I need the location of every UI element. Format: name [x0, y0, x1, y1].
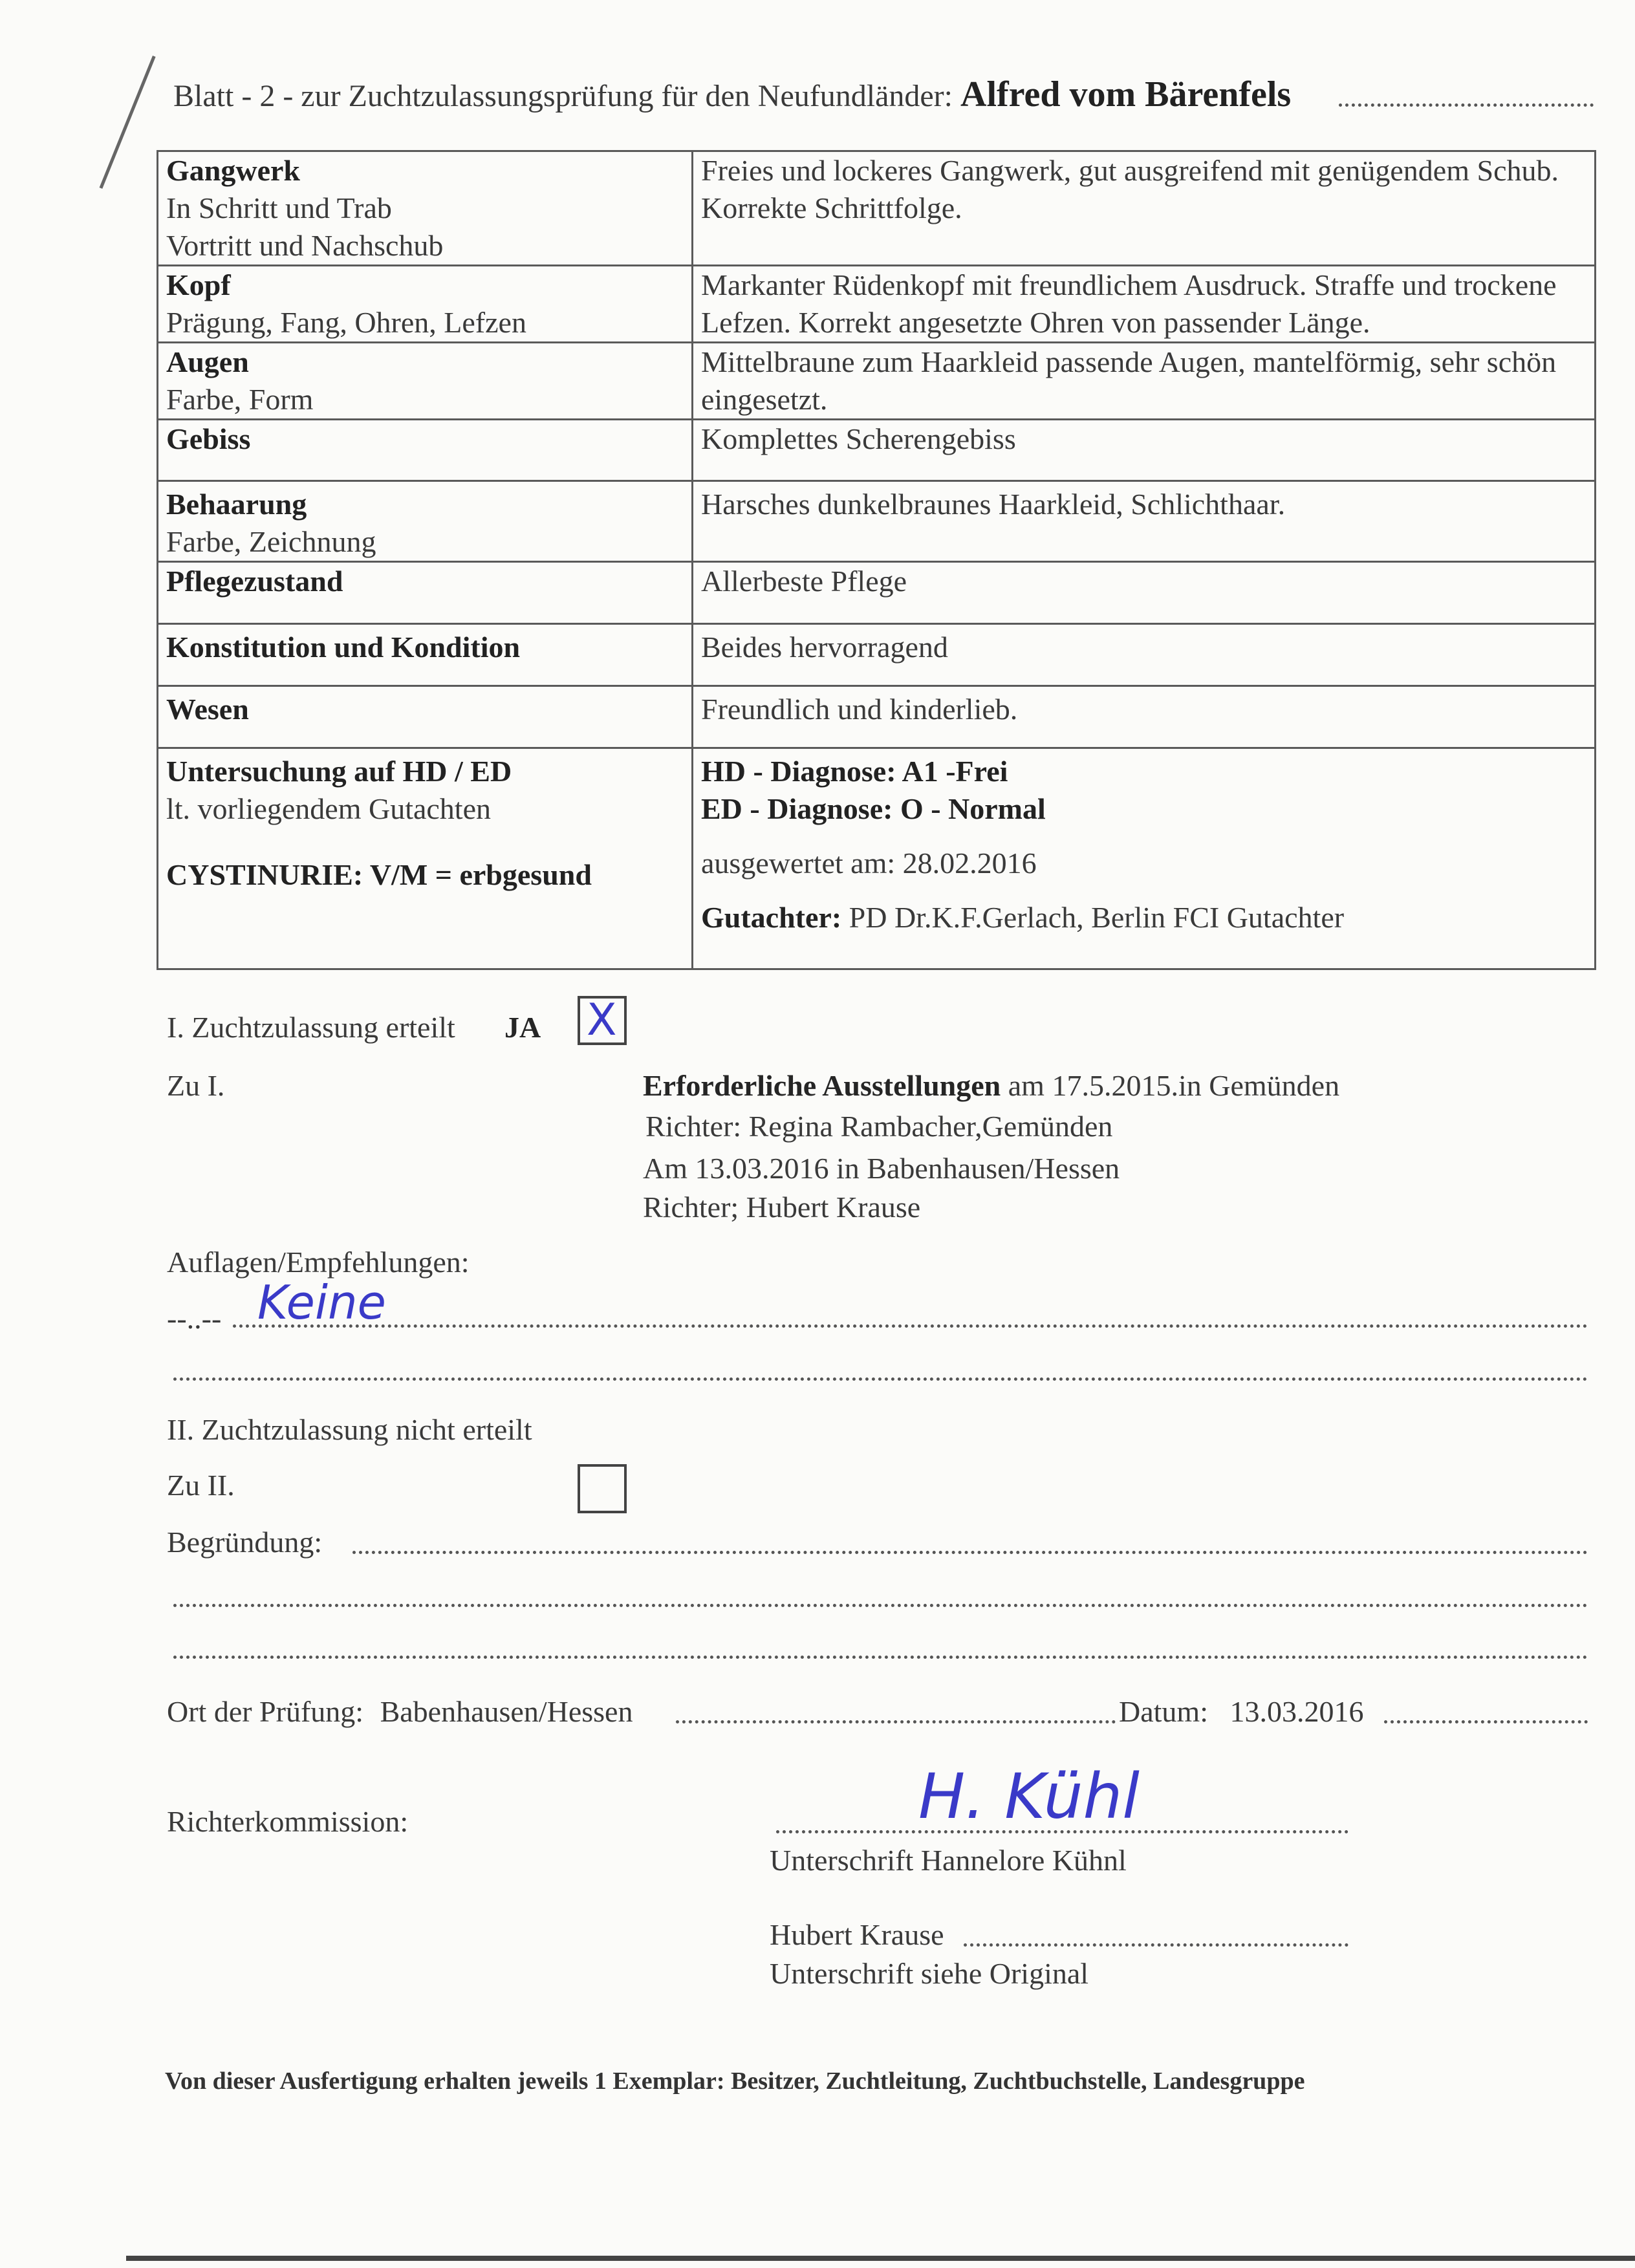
reason-label: Begründung:	[167, 1526, 323, 1559]
table-row	[158, 343, 1596, 420]
conditions-line-1	[233, 1324, 1588, 1328]
cystinurie-result: CYSTINURIE: V/M = erbgesund	[166, 858, 592, 891]
row-label: Gebiss	[166, 422, 251, 455]
judge-2-name: Hubert Krause	[770, 1918, 944, 1951]
row-subline: Farbe, Form	[166, 383, 314, 416]
header-prefix: Blatt - 2 - zur Zuchtzulassungsprüfung für den Neufundländer:	[173, 79, 953, 113]
row-label: Augen	[166, 345, 249, 378]
expert-value: PD Dr.K.F.Gerlach, Berlin FCI Gutachter	[849, 901, 1345, 934]
row-label: Wesen	[166, 693, 249, 726]
row-value: Komplettes Scherengebiss	[693, 420, 1596, 481]
row-subline: Farbe, Zeichnung	[166, 525, 376, 558]
place-label: Ort der Prüfung:	[167, 1695, 364, 1728]
scan-edge-bar	[126, 2256, 1635, 2261]
row-label: Behaarung	[166, 488, 307, 521]
row-label: Gangwerk	[166, 154, 300, 187]
reason-line-1	[352, 1551, 1588, 1554]
conditions-prefix: --..--	[167, 1302, 222, 1335]
row-value: Freies und lockeres Gangwerk, gut ausgreifend mit genügendem Schub. Korrekte Schrittfolge.	[693, 151, 1596, 266]
row-label: Kopf	[166, 268, 231, 301]
shows-label: Erforderliche Ausstellungen	[643, 1069, 1001, 1102]
zu-i-label: Zu I.	[167, 1069, 225, 1102]
shows-line-4: Richter; Hubert Krause	[643, 1191, 921, 1224]
evaluated-date: ausgewertet am: 28.02.2016	[701, 847, 1037, 880]
signature-caption-1: Unterschrift Hannelore Kühnl	[770, 1844, 1127, 1877]
shows-line-1	[643, 1068, 1339, 1103]
row-value: Freundlich und kinderlieb.	[693, 686, 1596, 748]
checkbox-x-mark: X	[587, 995, 617, 1046]
shows-line-3: Am 13.03.2016 in Babenhausen/Hessen	[643, 1152, 1120, 1185]
conditions-line-2	[173, 1377, 1588, 1381]
commission-label: Richterkommission:	[167, 1805, 409, 1838]
denial-label: II. Zuchtzulassung nicht erteilt	[167, 1413, 532, 1446]
approval-label: I. Zuchtzulassung erteilt	[167, 1011, 455, 1044]
row-subline: Prägung, Fang, Ohren, Lefzen	[166, 306, 526, 339]
row-value: Beides hervorragend	[693, 624, 1596, 686]
hd-ed-label: Untersuchung auf HD / ED	[166, 755, 512, 788]
row-value: Markanter Rüdenkopf mit freundlichem Ausdruck. Straffe und trockene Lefzen. Korrekt angesetzte Ohren von passender Länge.	[693, 266, 1596, 343]
handwritten-signature: H. Kühl	[918, 1760, 1140, 1833]
table-row	[158, 481, 1596, 562]
hd-ed-subline: lt. vorliegendem Gutachten	[166, 792, 492, 825]
signature-caption-2: Unterschrift siehe Original	[770, 1957, 1089, 1990]
row-value: Harsches dunkelbraunes Haarkleid, Schlichthaar.	[693, 481, 1596, 562]
table-row-hd-ed	[158, 748, 1596, 969]
scan-pen-mark	[100, 56, 156, 189]
table-row	[158, 624, 1596, 686]
shows-line-2: Richter: Regina Rambacher,Gemünden	[645, 1110, 1113, 1143]
shows-date-place: am 17.5.2015.in Gemünden	[1008, 1069, 1340, 1102]
table-row	[158, 266, 1596, 343]
table-row	[158, 562, 1596, 624]
row-label: Pflegezustand	[166, 565, 343, 598]
zu-ii-label: Zu II.	[167, 1469, 235, 1502]
table-row	[158, 151, 1596, 266]
reason-line-2	[173, 1604, 1588, 1607]
signature-line-2	[964, 1943, 1348, 1947]
place-row	[167, 1694, 633, 1729]
place-dotted-line	[676, 1720, 1116, 1723]
date-row	[1119, 1694, 1363, 1729]
conditions-label: Auflagen/Empfehlungen:	[167, 1246, 470, 1279]
approval-checkbox[interactable]	[578, 996, 627, 1045]
date-label: Datum:	[1119, 1695, 1208, 1728]
ed-diagnosis: ED - Diagnose: O - Normal	[701, 792, 1046, 825]
row-subline: In Schritt und Trab	[166, 191, 392, 224]
row-label: Konstitution und Kondition	[166, 631, 521, 664]
page-header	[173, 74, 1291, 115]
conditions-handwritten: Keine	[257, 1275, 386, 1330]
denial-checkbox[interactable]	[578, 1464, 627, 1513]
expert-label: Gutachter:	[701, 901, 842, 934]
assessment-table	[157, 150, 1596, 970]
row-value: Allerbeste Pflege	[693, 562, 1596, 624]
dog-name: Alfred vom Bärenfels	[960, 74, 1292, 114]
date-dotted-line	[1384, 1720, 1588, 1723]
hd-diagnosis: HD - Diagnose: A1 -Frei	[701, 755, 1008, 788]
distribution-footer: Von dieser Ausfertigung erhalten jeweils 1 Exemplar: Besitzer, Zuchtleitung, Zuchtbuchstelle, Landesgruppe	[165, 2068, 1305, 2095]
table-row	[158, 420, 1596, 481]
place-value: Babenhausen/Hessen	[380, 1695, 633, 1728]
date-value: 13.03.2016	[1229, 1695, 1364, 1728]
approval-ja: JA	[504, 1011, 541, 1044]
reason-line-3	[173, 1656, 1588, 1659]
row-subline: Vortritt und Nachschub	[166, 229, 444, 262]
header-dotted-line	[1339, 103, 1594, 107]
row-value: Mittelbraune zum Haarkleid passende Augen, mantelförmig, sehr schön eingesetzt.	[693, 343, 1596, 420]
table-row	[158, 686, 1596, 748]
